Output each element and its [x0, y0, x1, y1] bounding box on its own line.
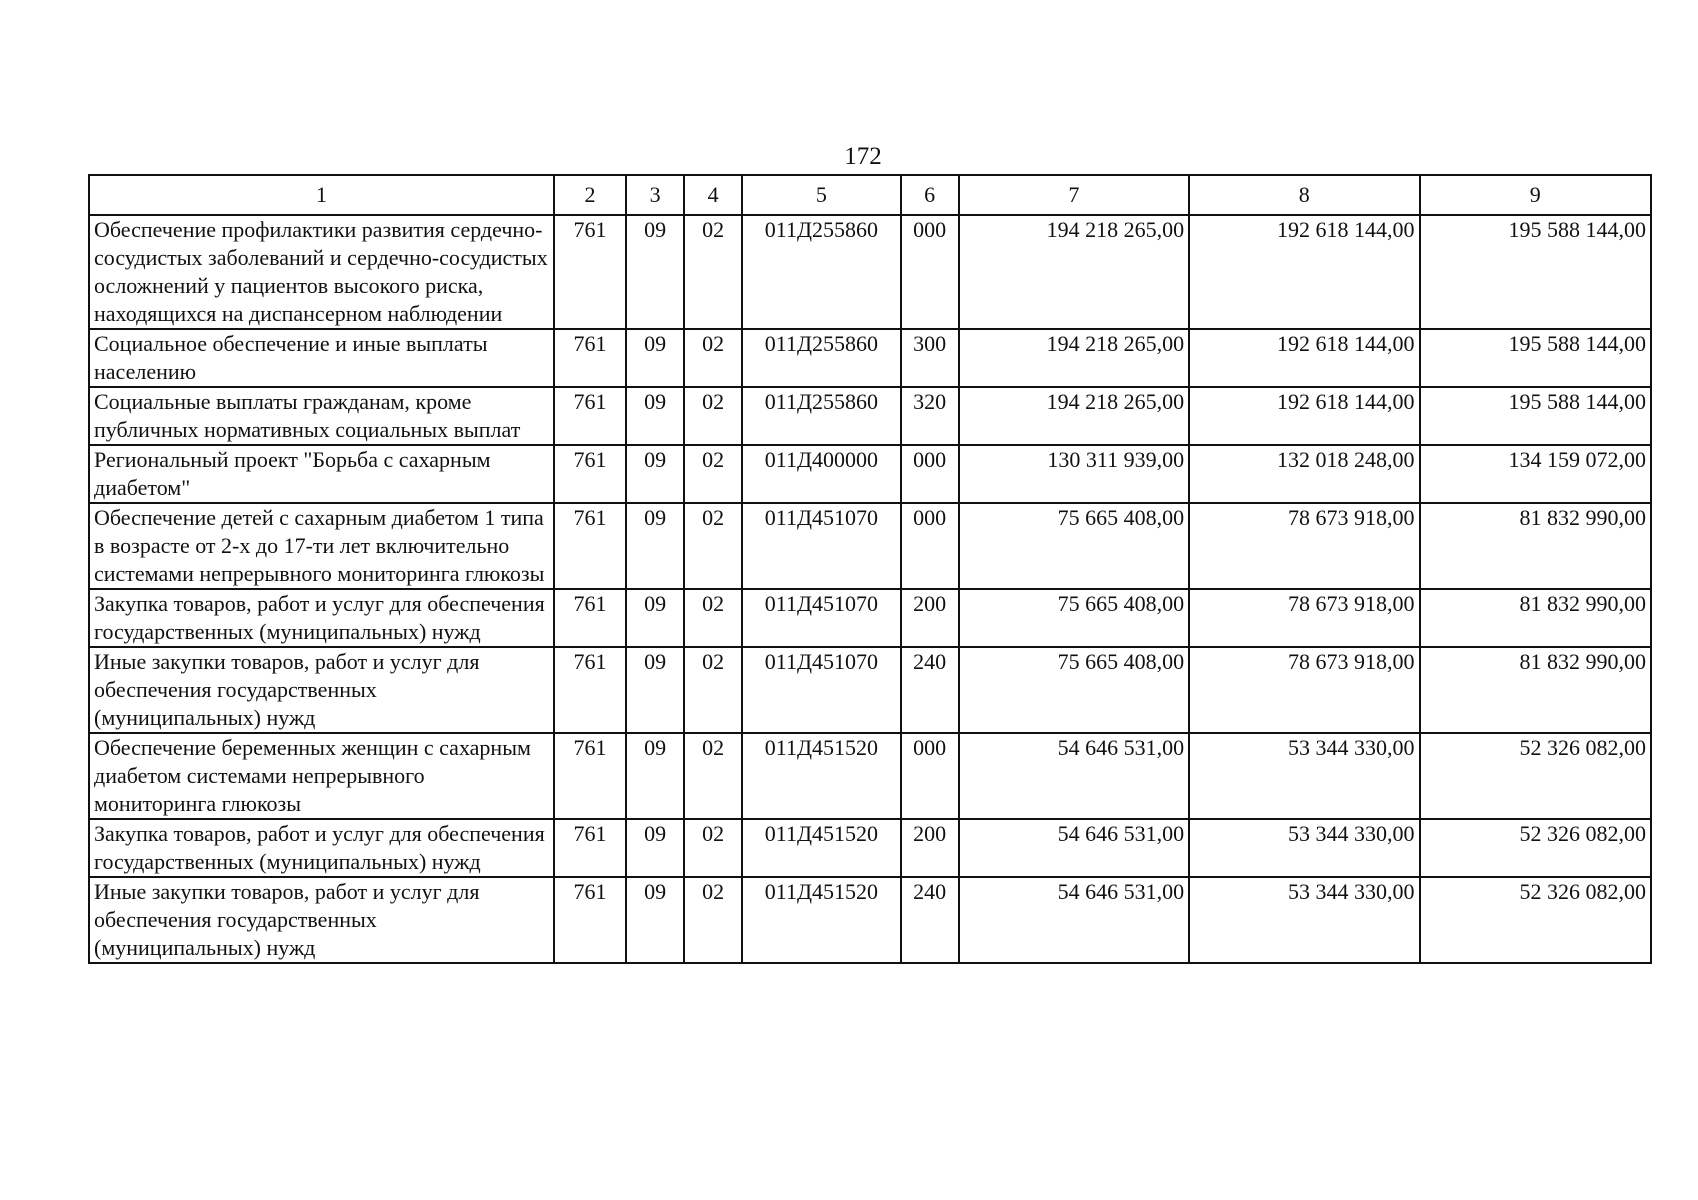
row-name-cell: Социальное обеспечение и иные выплаты населению [89, 329, 554, 387]
row-name-cell: Закупка товаров, работ и услуг для обеспечения государственных (муниципальных) нужд [89, 589, 554, 647]
column-header: 9 [1420, 175, 1651, 215]
amount-cell: 78 673 918,00 [1189, 647, 1419, 733]
expense-type-cell: 000 [901, 215, 959, 329]
admin-code-cell: 761 [554, 387, 626, 445]
amount-cell: 75 665 408,00 [959, 503, 1189, 589]
expense-type-cell: 000 [901, 445, 959, 503]
target-article-cell: 011Д451520 [742, 819, 900, 877]
section-code-cell: 09 [626, 819, 684, 877]
subsection-code-cell: 02 [684, 503, 742, 589]
amount-cell: 194 218 265,00 [959, 387, 1189, 445]
amount-cell: 195 588 144,00 [1420, 215, 1651, 329]
amount-cell: 54 646 531,00 [959, 819, 1189, 877]
table-row [89, 215, 1651, 329]
amount-cell: 195 588 144,00 [1420, 387, 1651, 445]
table-row [89, 329, 1651, 387]
section-code-cell: 09 [626, 445, 684, 503]
table-row [89, 589, 1651, 647]
row-name-cell: Иные закупки товаров, работ и услуг для обеспечения государственных (муниципальных) нужд [89, 877, 554, 963]
admin-code-cell: 761 [554, 877, 626, 963]
admin-code-cell: 761 [554, 445, 626, 503]
header-row [89, 175, 1651, 215]
row-name-cell: Обеспечение детей с сахарным диабетом 1 типа в возрасте от 2-х до 17-ти лет включительно системами непрерывного мониторинга глюкозы [89, 503, 554, 589]
amount-cell: 54 646 531,00 [959, 733, 1189, 819]
expense-type-cell: 320 [901, 387, 959, 445]
amount-cell: 52 326 082,00 [1420, 877, 1651, 963]
section-code-cell: 09 [626, 503, 684, 589]
admin-code-cell: 761 [554, 215, 626, 329]
column-header: 2 [554, 175, 626, 215]
column-header: 7 [959, 175, 1189, 215]
table-row [89, 819, 1651, 877]
expense-type-cell: 000 [901, 733, 959, 819]
admin-code-cell: 761 [554, 589, 626, 647]
column-header: 3 [626, 175, 684, 215]
section-code-cell: 09 [626, 733, 684, 819]
subsection-code-cell: 02 [684, 445, 742, 503]
row-name-cell: Иные закупки товаров, работ и услуг для обеспечения государственных (муниципальных) нужд [89, 647, 554, 733]
table-row [89, 445, 1651, 503]
amount-cell: 75 665 408,00 [959, 589, 1189, 647]
amount-cell: 81 832 990,00 [1420, 647, 1651, 733]
target-article-cell: 011Д451070 [742, 503, 900, 589]
table-row [89, 733, 1651, 819]
column-header: 1 [89, 175, 554, 215]
subsection-code-cell: 02 [684, 647, 742, 733]
column-header: 6 [901, 175, 959, 215]
expense-type-cell: 300 [901, 329, 959, 387]
amount-cell: 194 218 265,00 [959, 215, 1189, 329]
amount-cell: 132 018 248,00 [1189, 445, 1419, 503]
row-name-cell: Закупка товаров, работ и услуг для обеспечения государственных (муниципальных) нужд [89, 819, 554, 877]
table-row [89, 503, 1651, 589]
target-article-cell: 011Д451070 [742, 647, 900, 733]
amount-cell: 53 344 330,00 [1189, 733, 1419, 819]
amount-cell: 78 673 918,00 [1189, 589, 1419, 647]
row-name-cell: Социальные выплаты гражданам, кроме публичных нормативных социальных выплат [89, 387, 554, 445]
subsection-code-cell: 02 [684, 329, 742, 387]
page-number: 172 [844, 143, 882, 170]
subsection-code-cell: 02 [684, 819, 742, 877]
target-article-cell: 011Д255860 [742, 329, 900, 387]
amount-cell: 53 344 330,00 [1189, 877, 1419, 963]
amount-cell: 52 326 082,00 [1420, 819, 1651, 877]
amount-cell: 130 311 939,00 [959, 445, 1189, 503]
target-article-cell: 011Д451520 [742, 733, 900, 819]
admin-code-cell: 761 [554, 503, 626, 589]
subsection-code-cell: 02 [684, 589, 742, 647]
row-name-cell: Обеспечение беременных женщин с сахарным диабетом системами непрерывного мониторинга глюкозы [89, 733, 554, 819]
expense-type-cell: 000 [901, 503, 959, 589]
amount-cell: 78 673 918,00 [1189, 503, 1419, 589]
admin-code-cell: 761 [554, 819, 626, 877]
column-header: 5 [742, 175, 900, 215]
expense-type-cell: 240 [901, 647, 959, 733]
section-code-cell: 09 [626, 589, 684, 647]
amount-cell: 53 344 330,00 [1189, 819, 1419, 877]
target-article-cell: 011Д255860 [742, 215, 900, 329]
target-article-cell: 011Д255860 [742, 387, 900, 445]
section-code-cell: 09 [626, 647, 684, 733]
subsection-code-cell: 02 [684, 387, 742, 445]
amount-cell: 192 618 144,00 [1189, 329, 1419, 387]
section-code-cell: 09 [626, 877, 684, 963]
admin-code-cell: 761 [554, 647, 626, 733]
table-row [89, 387, 1651, 445]
subsection-code-cell: 02 [684, 733, 742, 819]
amount-cell: 54 646 531,00 [959, 877, 1189, 963]
section-code-cell: 09 [626, 329, 684, 387]
budget-table [88, 174, 1652, 964]
expense-type-cell: 200 [901, 589, 959, 647]
table-row [89, 877, 1651, 963]
row-name-cell: Обеспечение профилактики развития сердечно-сосудистых заболеваний и сердечно-сосудистых осложнений у пациентов высокого риска, находящихся на диспансерном наблюдении [89, 215, 554, 329]
subsection-code-cell: 02 [684, 877, 742, 963]
amount-cell: 75 665 408,00 [959, 647, 1189, 733]
section-code-cell: 09 [626, 387, 684, 445]
amount-cell: 195 588 144,00 [1420, 329, 1651, 387]
subsection-code-cell: 02 [684, 215, 742, 329]
amount-cell: 134 159 072,00 [1420, 445, 1651, 503]
target-article-cell: 011Д451520 [742, 877, 900, 963]
row-name-cell: Региональный проект "Борьба с сахарным диабетом" [89, 445, 554, 503]
column-header: 8 [1189, 175, 1419, 215]
expense-type-cell: 200 [901, 819, 959, 877]
admin-code-cell: 761 [554, 733, 626, 819]
target-article-cell: 011Д451070 [742, 589, 900, 647]
amount-cell: 81 832 990,00 [1420, 503, 1651, 589]
target-article-cell: 011Д400000 [742, 445, 900, 503]
amount-cell: 194 218 265,00 [959, 329, 1189, 387]
expense-type-cell: 240 [901, 877, 959, 963]
section-code-cell: 09 [626, 215, 684, 329]
amount-cell: 52 326 082,00 [1420, 733, 1651, 819]
column-header: 4 [684, 175, 742, 215]
table-row [89, 647, 1651, 733]
table-body [89, 215, 1651, 963]
amount-cell: 81 832 990,00 [1420, 589, 1651, 647]
amount-cell: 192 618 144,00 [1189, 387, 1419, 445]
admin-code-cell: 761 [554, 329, 626, 387]
amount-cell: 192 618 144,00 [1189, 215, 1419, 329]
